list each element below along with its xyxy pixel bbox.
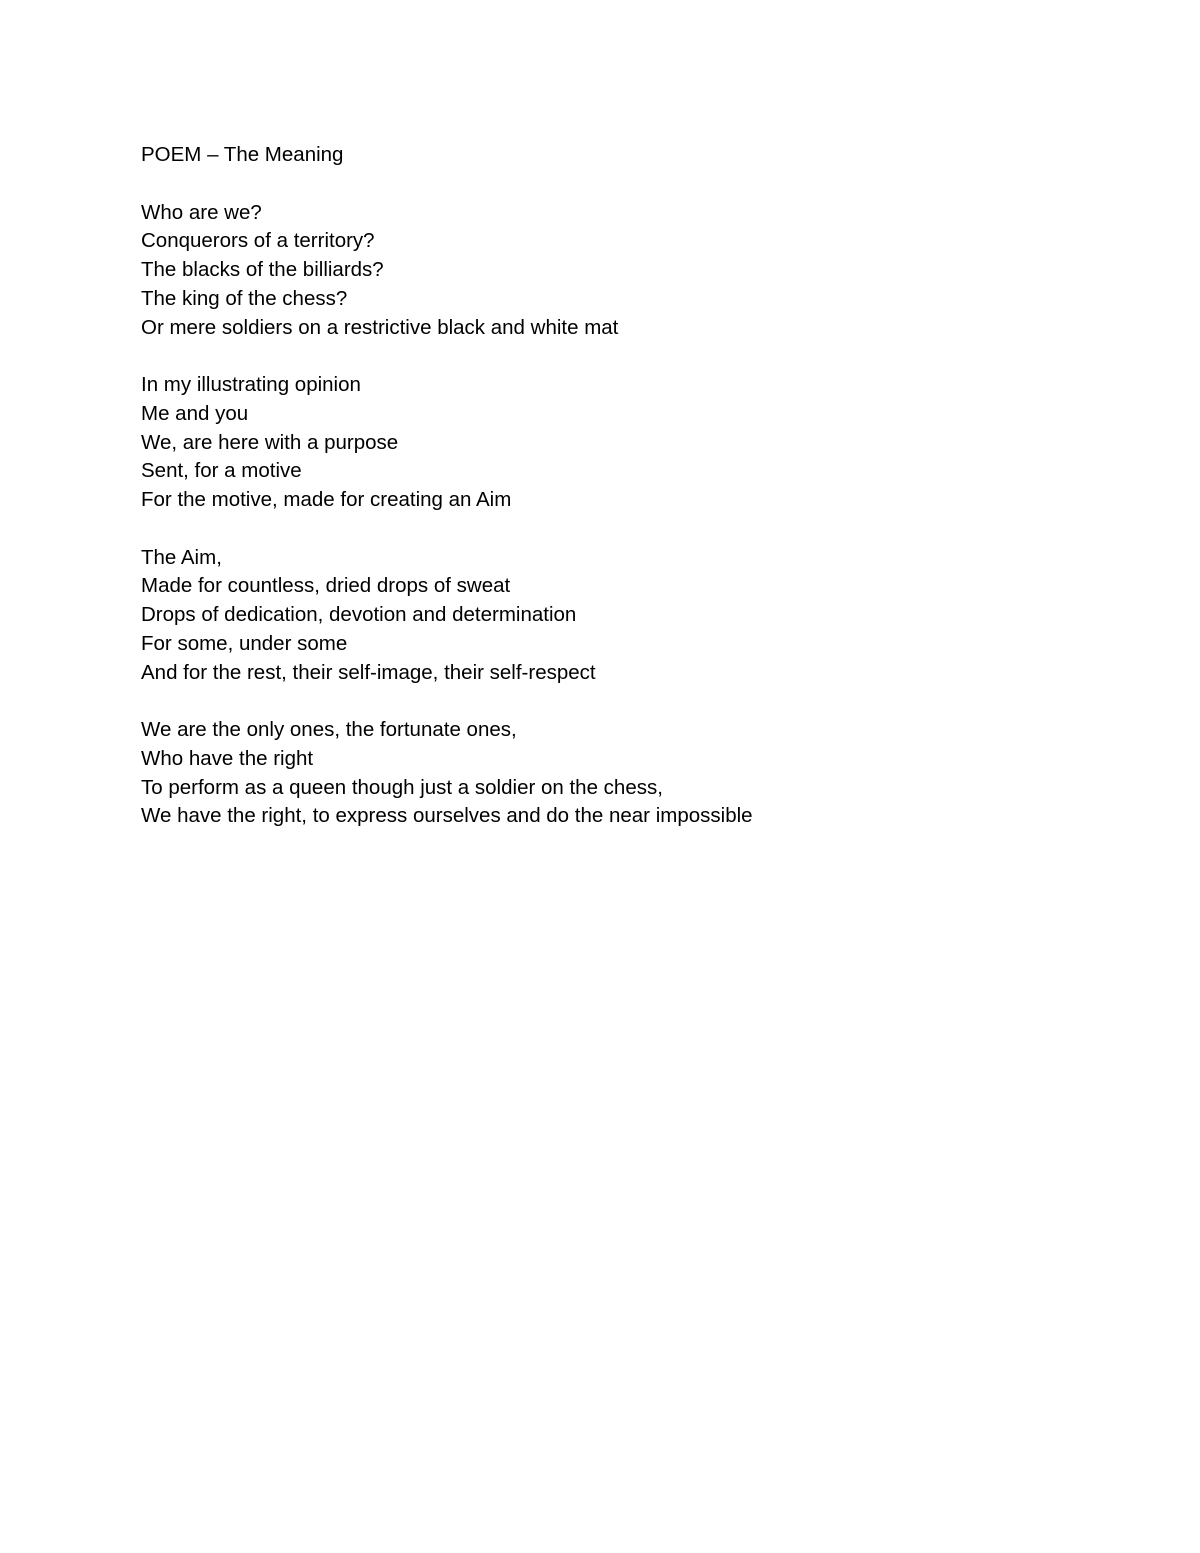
poem-line: We are the only ones, the fortunate ones, — [141, 718, 517, 741]
stanza-gap — [141, 687, 1101, 716]
poem-line: Made for countless, dried drops of sweat — [141, 574, 511, 598]
stanza-2 — [141, 371, 1101, 515]
poem-line: The blacks of the billiards? — [141, 258, 384, 281]
poem-line: We, are here with a purpose — [141, 430, 399, 454]
poem-line: Who have the right — [141, 746, 314, 770]
poem-line: We have the right, to express ourselves and do the near impossible — [141, 804, 753, 828]
poem-line: To perform as a queen though just a soldier on the chess, — [141, 775, 663, 799]
stanza-1 — [141, 199, 1101, 343]
poem-line: Who are we? — [141, 200, 262, 224]
poem-line: Drops of dedication, devotion and determination — [141, 603, 577, 626]
stanza-3 — [141, 544, 1101, 688]
poem-line: And for the rest, their self-image, their self-respect — [141, 660, 596, 684]
stanza-4 — [141, 716, 1101, 831]
stanza-gap — [141, 515, 1101, 544]
poem-line: The king of the chess? — [141, 286, 348, 310]
poem-title: POEM – The Meaning — [141, 143, 344, 166]
poem-line: In my illustrating opinion — [141, 373, 361, 396]
poem-line: For the motive, made for creating an Aim — [141, 488, 512, 511]
poem-body — [141, 141, 1101, 831]
poem-line: Me and you — [141, 401, 249, 425]
poem-line: For some, under some — [141, 631, 348, 655]
poem-line: Sent, for a motive — [141, 459, 302, 483]
poem-line: Conquerors of a territory? — [141, 229, 375, 253]
poem-line: Or mere soldiers on a restrictive black and white mat — [141, 315, 619, 339]
stanza-gap — [141, 170, 1101, 199]
poem-line: The Aim, — [141, 545, 222, 569]
stanza-gap — [141, 342, 1101, 371]
